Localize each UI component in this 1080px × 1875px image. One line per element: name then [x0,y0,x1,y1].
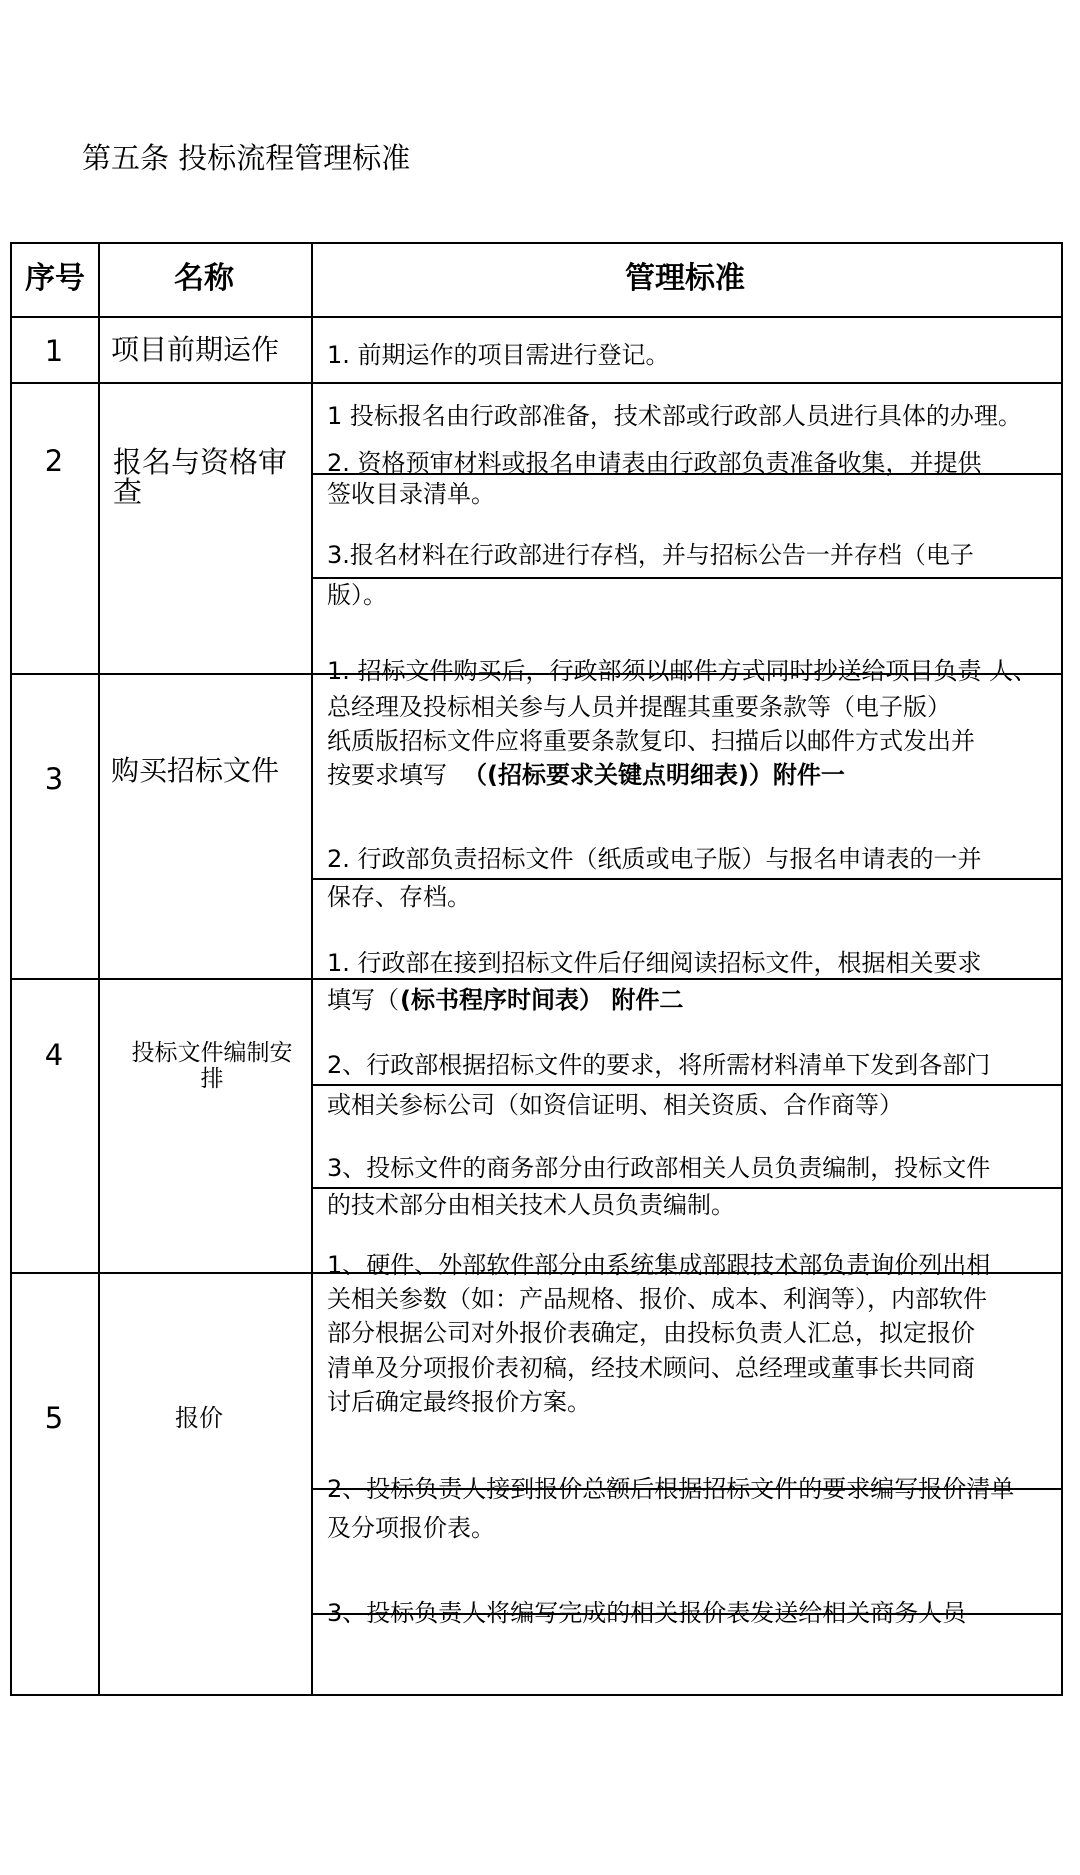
standard-line: 2. 资格预审材料或报名申请表由行政部负责准备收集，并提供 [327,449,982,477]
row-name: 项目前期运作 [111,333,280,366]
standard-line: 关相关参数（如：产品规格、报价、成本、利润等），内部软件 [327,1285,987,1313]
inner-line [312,1084,1063,1086]
row-number: 3 [44,762,64,796]
row-number: 1 [44,334,64,368]
standard-line: 1. 前期运作的项目需进行登记。 [327,341,670,369]
row-name-line: 投标文件编制安 [131,1040,293,1066]
header-standard: 管理标准 [625,261,745,296]
standard-line-bold: (标书程序时间表） 附件二 [400,986,684,1014]
standard-line: 1. 行政部在接到招标文件后仔细阅读招标文件，根据相关要求 [327,949,982,977]
standard-line: 3、投标负责人将编写完成的相关报价表发送给相关商务人员 [327,1599,967,1627]
standard-line: 总经理及投标相关参与人员并提醒其重要条款等（电子版） [327,693,951,721]
standard-line: 2、行政部根据招标文件的要求，将所需材料清单下发到各部门 [327,1051,991,1079]
standard-line: 清单及分项报价表初稿，经技术顾问、总经理或董事长共同商 [327,1354,975,1382]
table-border-bottom [10,1694,1063,1696]
row-name-line: 查 [113,475,143,509]
standard-line: 1 投标报名由行政部准备，技术部或行政部人员进行具体的办理。 [327,402,1022,430]
row-divider-1 [10,382,1063,384]
standard-line: 2、投标负责人接到报价总额后根据招标文件的要求编写报价清单 [327,1475,1015,1503]
standard-line: 保存、存档。 [327,883,471,911]
standard-line: 纸质版招标文件应将重要条款复印、扫描后以邮件方式发出并 [327,727,975,755]
inner-line [312,1187,1063,1189]
table-border-right [1061,242,1063,1696]
header-name: 名称 [174,261,234,296]
table-border-left [10,242,12,1696]
standard-line: 签收目录清单。 [327,480,495,508]
row-divider-3 [10,978,1063,980]
table-border-top [10,242,1063,244]
standard-line-bold: （(招标要求关键点明细表)）附件一 [463,761,845,789]
standard-line: 的技术部分由相关技术人员负责编制。 [327,1191,735,1219]
standard-line: 3.报名材料在行政部进行存档，并与招标公告一并存档（电子 [327,541,974,569]
inner-line [312,878,1063,880]
standard-line: 2. 行政部负责招标文件（纸质或电子版）与报名申请表的一并 [327,845,982,873]
standard-line: 版）。 [327,581,387,609]
row-number: 5 [44,1401,64,1435]
row-name: 购买招标文件 [111,754,280,787]
standard-line: 1、硬件、外部软件部分由系统集成部跟技术部负责询价列出相 [327,1251,991,1279]
inner-line [312,577,1063,579]
column-divider-2 [311,242,313,1696]
row-name: 报价 [175,1404,223,1432]
column-divider-1 [98,242,100,1696]
standard-line: 填写（ [327,986,399,1014]
standard-line: 部分根据公司对外报价表确定，由投标负责人汇总，拟定报价 [327,1319,975,1347]
table-header-bottom [10,316,1063,318]
row-name-line: 排 [200,1066,224,1092]
row-number: 4 [44,1038,64,1072]
standard-line: 按要求填写 [327,761,447,789]
standard-line: 及分项报价表。 [327,1514,495,1542]
standard-line: 3、投标文件的商务部分由行政部相关人员负责编制，投标文件 [327,1154,991,1182]
row-number: 2 [44,444,64,478]
section-title: 第五条 投标流程管理标准 [82,141,411,175]
row-name-line: 报名与资格审 [113,445,288,479]
standard-line: 1. 招标文件购买后，行政部须以邮件方式同时抄送给项目负责 人、 [327,657,1038,685]
header-seq: 序号 [25,261,85,296]
standard-line: 讨后确定最终报价方案。 [327,1388,591,1416]
standard-line: 或相关参标公司（如资信证明、相关资质、合作商等） [327,1091,903,1119]
